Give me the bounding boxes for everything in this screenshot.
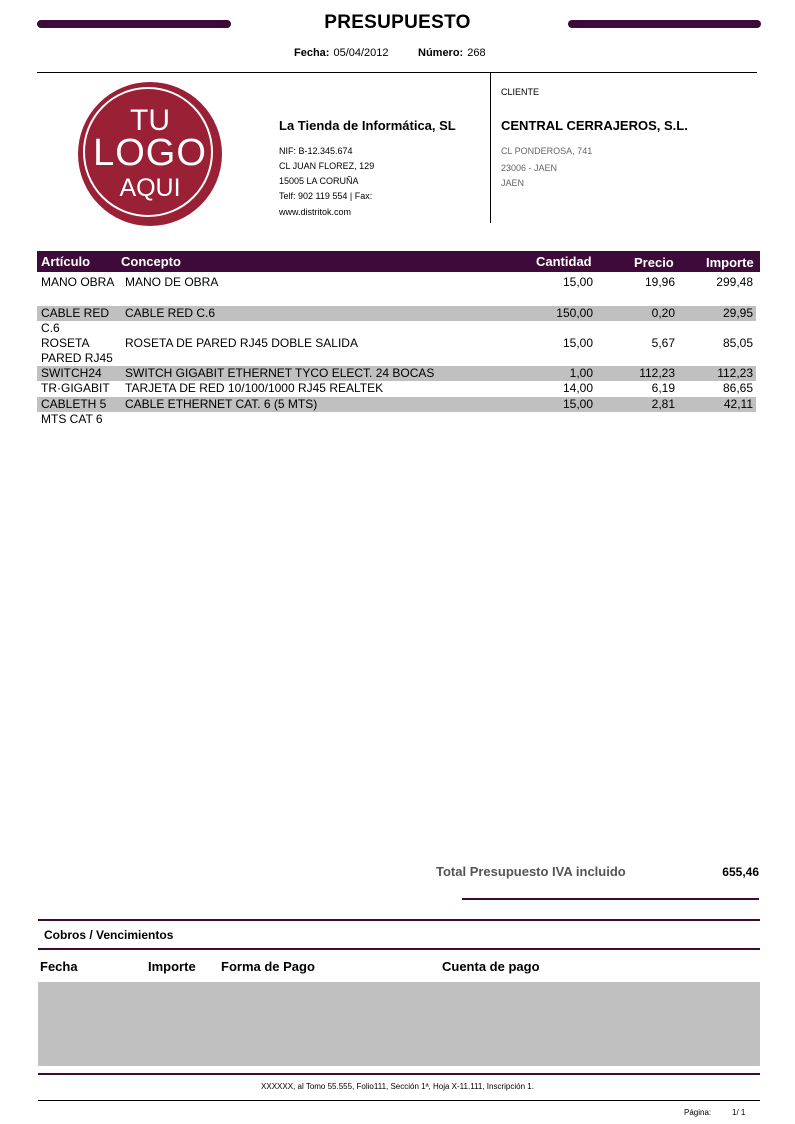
number-label: Número: (418, 47, 464, 59)
row6-precio: 2,81 (651, 397, 675, 411)
payments-col-importe: Importe (148, 959, 196, 974)
row1-cantidad: 15,00 (562, 275, 593, 289)
row6-concepto: CABLE ETHERNET CAT. 6 (5 MTS) (125, 397, 318, 411)
company-name: La Tienda de Informática, SL (279, 118, 456, 133)
page-label: Página: (684, 1108, 712, 1117)
client-city: 23006 - JAEN (501, 163, 558, 173)
payments-title: Cobros / Vencimientos (44, 928, 174, 942)
total-label: Total Presupuesto IVA incluido (436, 864, 626, 879)
row3-importe: 85,05 (722, 336, 753, 350)
date-value: 05/04/2012 (333, 47, 389, 59)
company-city: 15005 LA CORUÑA (279, 176, 359, 186)
total-value: 655,46 (722, 865, 759, 879)
row5-cantidad: 14,00 (562, 381, 593, 395)
row1-precio: 19,96 (644, 275, 675, 289)
row3-precio: 5,67 (651, 336, 675, 350)
row4-cantidad: 1,00 (569, 366, 593, 380)
company-phone: Telf: 902 119 554 | Fax: (279, 191, 373, 201)
row4-importe: 112,23 (717, 366, 753, 380)
row5-importe: 86,65 (722, 381, 753, 395)
row5-concepto: TARJETA DE RED 10/100/1000 RJ45 REALTEK (125, 381, 384, 395)
row6-importe: 42,11 (723, 397, 753, 411)
payments-table-body (38, 982, 760, 1066)
col-importe: Importe (706, 255, 754, 270)
footer-registry: XXXXXX, al Tomo 55.555, Folio111, Sección 1ª, Hoja X-11.111, Inscripción 1. (261, 1082, 534, 1091)
page-number: 1/ 1 (732, 1108, 746, 1117)
payments-top-line (38, 919, 760, 921)
row2-precio: 0,20 (651, 306, 675, 320)
company-logo (78, 82, 222, 226)
company-nif: NIF: B-12.345.674 (279, 146, 353, 156)
items-table-header (37, 251, 760, 272)
row5-precio: 6,19 (651, 381, 675, 395)
payments-col-fecha: Fecha (40, 959, 78, 974)
col-concepto: Concepto (121, 254, 181, 269)
row1-importe: 299,48 (716, 275, 753, 289)
client-province: JAEN (501, 178, 525, 188)
row1-articulo: MANO OBRA (41, 275, 115, 289)
row6-articulo: CABLETH 5 MTS CAT 6 (41, 397, 107, 426)
date-field (294, 47, 389, 59)
row4-concepto: SWITCH GIGABIT ETHERNET TYCO ELECT. 24 BOCAS (125, 366, 435, 380)
client-label: CLIENTE (501, 87, 540, 97)
client-divider (490, 73, 491, 223)
client-name: CENTRAL CERRAJEROS, S.L. (501, 118, 688, 133)
footer-top-line (38, 1073, 760, 1075)
payments-col-cuenta: Cuenta de pago (442, 959, 540, 974)
date-label: Fecha: (294, 47, 330, 59)
row6-cantidad: 15,00 (562, 397, 593, 411)
row2-importe: 29,95 (722, 306, 753, 320)
logo-text-line1: TU (130, 104, 170, 137)
row4-precio: 112,23 (639, 366, 675, 380)
col-articulo: Artículo (41, 254, 91, 269)
col-precio: Precio (634, 255, 674, 270)
logo-text-line2: LOGO (93, 132, 207, 174)
row2-cantidad: 150,00 (556, 306, 593, 320)
company-address: CL JUAN FLOREZ, 129 (279, 161, 375, 171)
row3-cantidad: 15,00 (562, 336, 593, 350)
company-web: www.distritok.com (279, 207, 352, 217)
header-divider (37, 72, 757, 73)
row2-concepto: CABLE RED C.6 (125, 306, 216, 320)
col-cantidad: Cantidad (536, 254, 592, 269)
logo-text-line3: AQUI (119, 174, 181, 202)
row4-articulo: SWITCH24 (41, 366, 102, 380)
row3-concepto: ROSETA DE PARED RJ45 DOBLE SALIDA (125, 336, 358, 350)
row1-concepto: MANO DE OBRA (125, 275, 219, 289)
document-title: PRESUPUESTO (324, 12, 471, 33)
payments-header-line (38, 948, 760, 950)
number-field (418, 47, 486, 59)
row2-articulo: CABLE RED C.6 (41, 306, 110, 335)
row3-articulo: ROSETA PARED RJ45 (41, 336, 113, 365)
client-address: CL PONDEROSA, 741 (501, 146, 593, 156)
number-value: 268 (467, 47, 486, 59)
footer-bottom-line (38, 1100, 760, 1101)
row5-articulo: TR·GIGABIT (41, 381, 110, 395)
total-underline (462, 898, 759, 900)
payments-col-forma: Forma de Pago (221, 959, 315, 974)
